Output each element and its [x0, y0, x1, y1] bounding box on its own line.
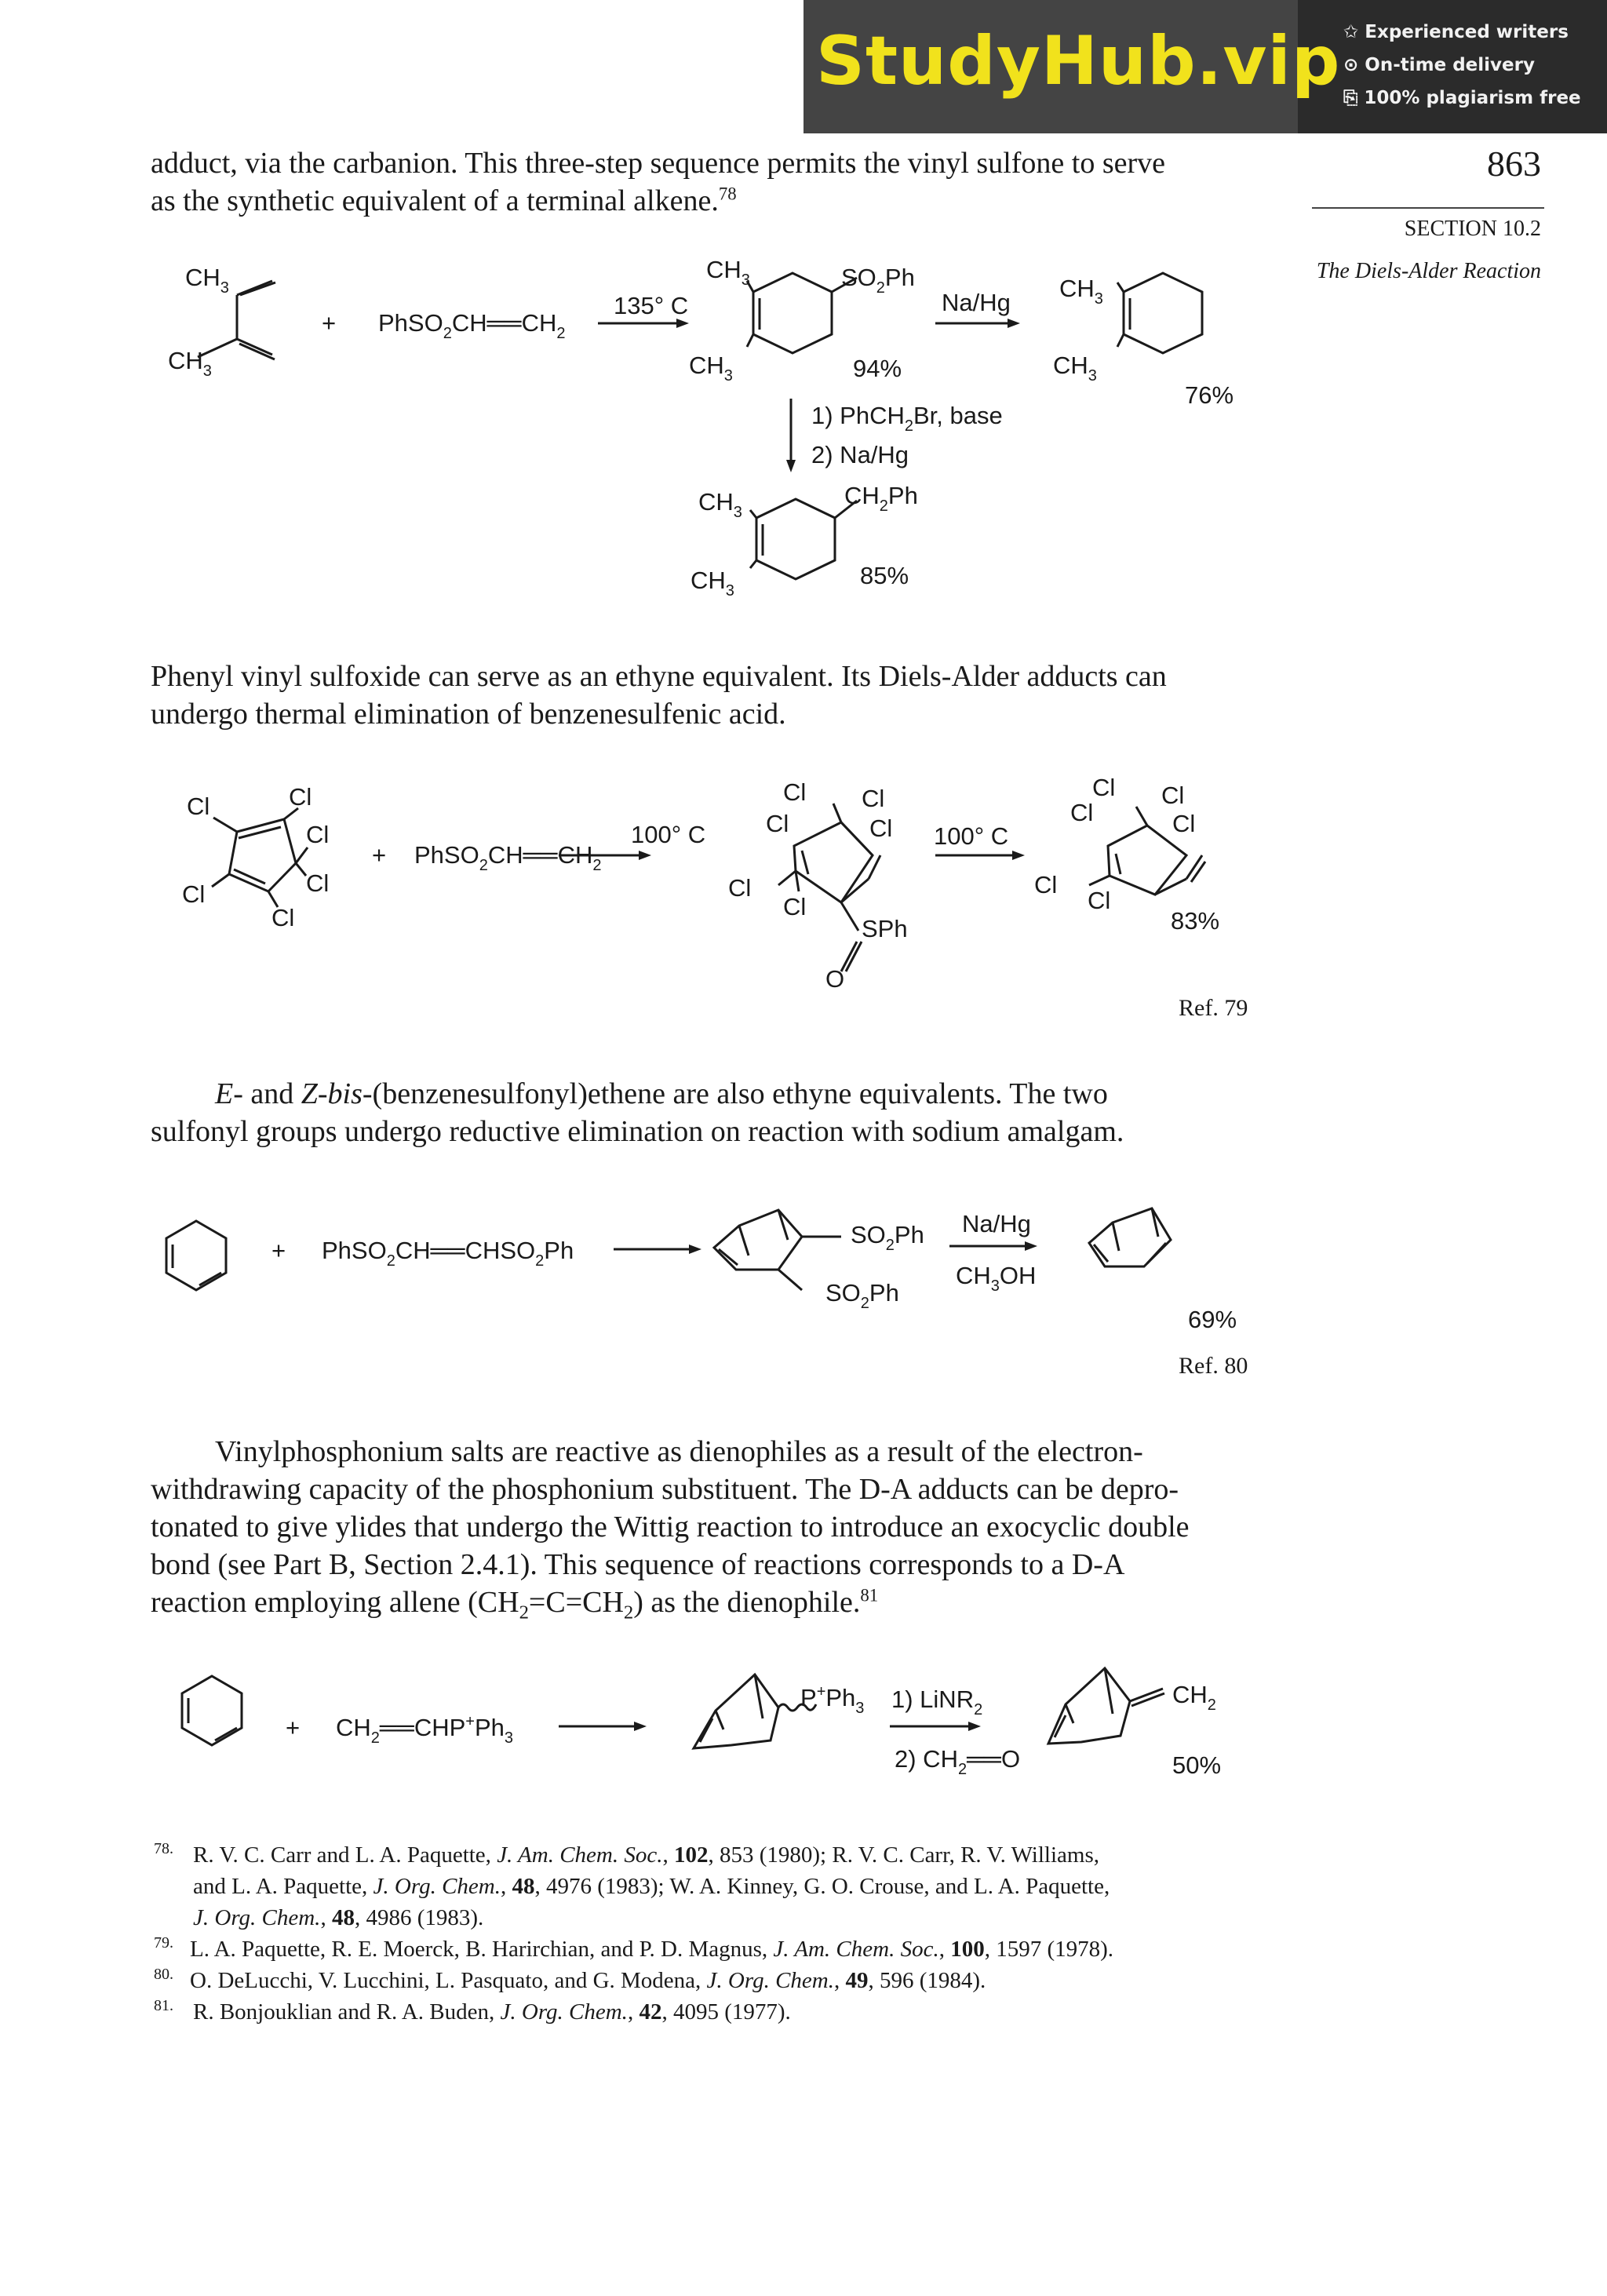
chlorine-label: Cl: [783, 893, 807, 920]
plus-sign: +: [372, 841, 387, 869]
chlorine-label: Cl: [766, 810, 789, 837]
temperature-label: 100° C: [934, 822, 1009, 850]
step-label: 1) LiNR$_2$: [891, 1686, 983, 1718]
chlorine-label: Cl: [1092, 777, 1116, 801]
text-line: withdrawing capacity of the phosphonium substituent. The D-A adducts can be depro-: [151, 1473, 1179, 1506]
temperature-label: 135° C: [614, 292, 689, 319]
chlorine-label: Cl: [271, 904, 295, 931]
reagent-vinyl-sulfoxide: $PhSO_2CH══CH_2$: [414, 841, 602, 874]
section-title: The Diels-Alder Reaction: [1316, 259, 1541, 283]
yield-label: 50%: [1172, 1751, 1222, 1779]
page-number: 863: [1487, 144, 1541, 184]
reagent-vinyl-sulfone: $PhSO_2CH══CH_2$: [378, 309, 566, 342]
chlorine-label: Cl: [1034, 871, 1058, 898]
methyl-label: $CH_3$: [698, 488, 742, 521]
chlorine-label: Cl: [187, 793, 210, 820]
chlorine-label: Cl: [869, 815, 893, 842]
text-line: undergo thermal elimination of benzenesulfenic acid.: [151, 698, 786, 731]
footnote-81: 81. R. Bonjouklian and R. A. Buden, J. Org. Chem., 42, 4095 (1977).: [154, 1997, 791, 2024]
reference-label[interactable]: Ref. 80: [1179, 1353, 1248, 1379]
footnote-ref-78[interactable]: 78: [718, 184, 737, 204]
sulfonyl-label: $SO_2Ph$: [825, 1279, 899, 1312]
step-label: 1) PhCH$_2$Br, base: [811, 402, 1003, 435]
plus-sign: +: [286, 1714, 301, 1741]
methyl-label: $CH_3$: [689, 352, 733, 384]
text-line: sulfonyl groups undergo reductive elimination on reaction with sodium amalgam.: [151, 1115, 1124, 1148]
text-line: adduct, via the carbanion. This three-step sequence permits the vinyl sulfone to serve: [151, 147, 1166, 180]
footnote-80: 80. O. DeLucchi, V. Lucchini, L. Pasquato, and G. Modena, J. Org. Chem., 49, 596 (1984).: [154, 1966, 986, 1993]
oxygen-label: O: [825, 965, 845, 993]
yield-label: 83%: [1171, 907, 1220, 935]
text-line: reaction employing allene $(CH_2=C=CH_2)$ as the dienophile.$^{81}$: [151, 1585, 879, 1624]
sulfonyl-label: $SO_2Ph$: [841, 264, 915, 297]
methyl-label: $CH_3$: [185, 264, 229, 297]
feature-on-time-delivery: ⊙ On-time delivery: [1343, 55, 1535, 75]
reagent-bis-sulfonyl-ethene: $PhSO_2CH══CHSO_2Ph$: [322, 1237, 574, 1270]
footnote-ref-81[interactable]: 81: [860, 1585, 879, 1605]
yield-label: 69%: [1188, 1306, 1237, 1333]
chlorine-label: Cl: [306, 869, 330, 897]
text-line: bond (see Part B, Section 2.4.1). This sequence of reactions corresponds to a D-A: [151, 1548, 1125, 1581]
chlorine-label: Cl: [306, 821, 330, 848]
paragraph-1: [151, 144, 1257, 220]
solvent-label: $CH_3OH$: [956, 1262, 1037, 1295]
footnote-79: 79. L. A. Paquette, R. E. Moerck, B. Harirchian, and P. D. Magnus, J. Am. Chem. Soc., 100, 1597 (1978).: [154, 1934, 1114, 1962]
benzyl-label: $CH_2Ph$: [844, 482, 918, 515]
feature-experienced-writers: ✩ Experienced writers: [1343, 22, 1569, 42]
paragraph-4: [151, 1433, 1257, 1624]
scheme-1: [151, 251, 1265, 612]
methyl-label: $CH_3$: [691, 567, 734, 600]
footnotes: [154, 1839, 1260, 2028]
paragraph-3: [151, 1075, 1257, 1150]
chlorine-label: Cl: [1088, 887, 1111, 914]
yield-label: 94%: [853, 355, 902, 382]
chlorine-label: Cl: [783, 778, 807, 806]
methyl-label: $CH_3$: [1059, 275, 1103, 308]
methyl-label: $CH_3$: [168, 347, 212, 380]
sulfinyl-label: SPh: [862, 915, 908, 942]
temperature-label: 100° C: [631, 821, 706, 848]
step-label: 2) Na/Hg: [811, 441, 909, 468]
sulfonyl-label: $SO_2Ph$: [851, 1221, 924, 1254]
phosphonium-label: $P^+Ph_3$: [800, 1683, 865, 1717]
chlorine-label: Cl: [728, 874, 752, 902]
methyl-label: $CH_3$: [706, 256, 750, 289]
chlorine-label: Cl: [289, 783, 312, 811]
text-line: Phenyl vinyl sulfoxide can serve as an ethyne equivalent. Its Diels-Alder adducts can: [151, 660, 1167, 693]
text-line: tonated to give ylides that undergo the Wittig reaction to introduce an exocyclic double: [151, 1511, 1190, 1543]
section-label: SECTION 10.2: [1404, 217, 1541, 241]
step-label: 2) $CH_2══O$: [895, 1745, 1021, 1778]
brand-logo[interactable]: StudyHub.vip: [816, 22, 1341, 100]
reference-label[interactable]: Ref. 79: [1179, 995, 1248, 1021]
yield-label: 76%: [1185, 381, 1234, 409]
chlorine-label: Cl: [1161, 782, 1185, 809]
feature-plagiarism-free: ⎘ 100% plagiarism free: [1343, 88, 1581, 108]
plus-sign: +: [322, 309, 337, 337]
chlorine-label: Cl: [862, 785, 885, 812]
methyl-label: $CH_3$: [1053, 352, 1097, 384]
methylene-label: $CH_2$: [1172, 1681, 1216, 1714]
text-line: as the synthetic equivalent of a terminal alkene.$^{78}$: [151, 184, 737, 217]
yield-label: 85%: [860, 562, 909, 589]
footnote-78: 78. R. V. C. Carr and L. A. Paquette, J. Am. Chem. Soc., 102, 853 (1980); R. V. C. Carr, R. V. Williams, and L. A. Paquette, J. Org. Chem., 48, 4976 (1983); W. A. Kinney, G. O. Crouse, and L. A. Paquette, J. Org. Chem., 48, 4986 (1983).: [154, 1840, 1110, 1930]
reagent-label: Na/Hg: [962, 1210, 1031, 1237]
text-line: E- and Z-bis-(benzenesulfonyl)ethene are also ethyne equivalents. The two: [215, 1077, 1108, 1110]
reagent-label: Na/Hg: [942, 289, 1011, 316]
scheme-3: [151, 1193, 1265, 1381]
scheme-4: [151, 1664, 1265, 1789]
scheme-2: [151, 777, 1265, 1012]
header-divider: [1312, 207, 1544, 209]
chlorine-label: Cl: [1172, 810, 1196, 837]
chlorine-label: Cl: [182, 880, 206, 908]
chlorine-label: Cl: [1070, 799, 1094, 826]
text-line: Vinylphosphonium salts are reactive as dienophiles as a result of the electron-: [215, 1435, 1143, 1468]
paragraph-2: [151, 658, 1257, 733]
reagent-vinylphosphonium: $CH_2══CHP^+Ph_3$: [336, 1713, 514, 1747]
plus-sign: +: [271, 1237, 286, 1264]
